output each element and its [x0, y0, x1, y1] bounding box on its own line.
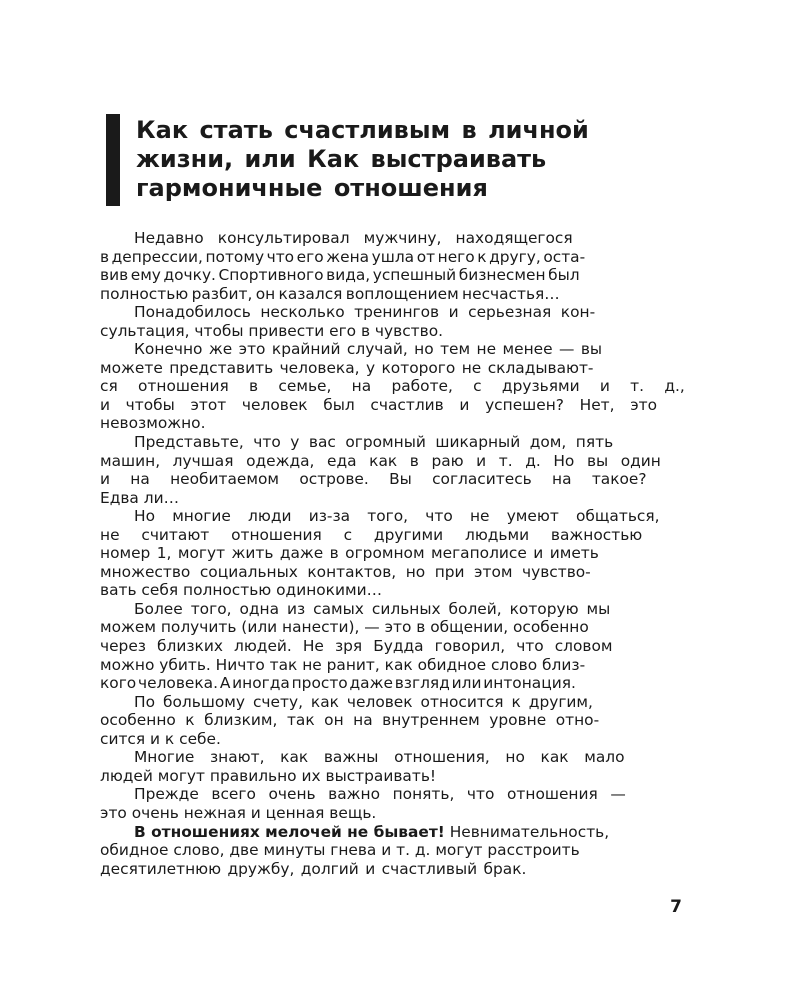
body-line-text: можно убить. Ничто так не ранит, как обидное слово близ- [100, 655, 586, 674]
body-line-text: сультация, чтобы привести его в чувство. [100, 321, 444, 340]
body-line [100, 581, 686, 600]
body-line-text: Представьте, что у вас огромный шикарный дом, пять [134, 433, 614, 452]
body-line-text: можете представить человека, у которого не складывают- [100, 358, 594, 377]
body-line-text: и на необитаемом острове. Вы согласитесь на такое? [100, 470, 647, 489]
body-line-text: сится и к себе. [100, 729, 221, 748]
body-line-text: вив ему дочку. Спортивного вида, успешный бизнесмен был [100, 266, 580, 285]
body-line [100, 396, 686, 415]
body-line-text: множество социальных контактов, но при этом чувство- [100, 562, 591, 581]
body-line [100, 544, 686, 563]
body-line [100, 452, 686, 471]
body-line [100, 637, 686, 656]
body-line-text: Многие знают, как важны отношения, но как мало [134, 748, 625, 767]
emphasis-text: В отношениях мелочей не бывает! [134, 822, 445, 841]
body-line-text: обидное слово, две минуты гнева и т. д. могут расстроить [100, 841, 580, 860]
body-line [100, 266, 686, 285]
body-line [100, 248, 686, 267]
body-line-text: в депрессии, потому что его жена ушла от него к другу, оста- [100, 247, 586, 266]
body-line [100, 470, 686, 489]
body-line [100, 748, 686, 767]
body-line-text: людей могут правильно их выстраивать! [100, 766, 437, 785]
body-line-text: Прежде всего очень важно понять, что отношения — [134, 785, 626, 804]
body-line-text: Понадобилось несколько тренингов и серьезная кон- [134, 303, 596, 322]
body-line-text: Недавно консультировал мужчину, находящегося [134, 229, 573, 247]
body-line-text: и чтобы этот человек был счастлив и успешен? Нет, это [100, 395, 658, 414]
body-line [100, 377, 686, 396]
body-line-text: По большому счету, как человек относится к другим, [134, 692, 593, 711]
body-line-text: можем получить (или нанести), — это в общении, особенно [100, 618, 589, 637]
body-line-text: это очень нежная и ценная вещь. [100, 803, 377, 822]
body-line [100, 526, 686, 545]
body-line-text: вать себя полностью одинокими… [100, 581, 382, 600]
body-line [100, 414, 686, 433]
body-line [100, 785, 686, 804]
body-line [100, 303, 686, 322]
body-line [100, 823, 686, 842]
body-line-text: номер 1, могут жить даже в огромном мегаполисе и иметь [100, 544, 599, 563]
body-line [100, 860, 686, 879]
body-line [100, 841, 686, 860]
body-line [100, 711, 686, 730]
body-line-text: машин, лучшая одежда, еда как в раю и т. д. Но вы один [100, 451, 661, 470]
body-line [100, 359, 686, 378]
body-text [100, 229, 686, 878]
chapter-title-line: жизни, или Как выстраивать [136, 145, 547, 173]
body-line-text: Более того, одна из самых сильных болей, которую мы [134, 599, 611, 618]
body-line [100, 563, 686, 582]
body-line-text: невозможно. [100, 414, 206, 433]
body-line [100, 507, 686, 526]
body-line-text: Но многие люди из-за того, что не умеют общаться, [134, 507, 660, 526]
body-line-text: особенно к близким, так он на внутреннем уровне отно- [100, 711, 600, 730]
body-line [100, 767, 686, 786]
body-line [100, 804, 686, 823]
body-line [100, 693, 686, 712]
body-line [100, 656, 686, 675]
title-accent-bar [106, 114, 120, 206]
body-line-text: полностью разбит, он казался воплощением несчастья… [100, 284, 560, 303]
body-line [100, 489, 686, 508]
body-line [100, 730, 686, 749]
chapter-title-line: гармоничные отношения [136, 174, 488, 202]
body-line-text: Едва ли… [100, 488, 179, 507]
page-number: 7 [670, 897, 682, 917]
chapter-title-line: Как стать счастливым в личной [136, 116, 589, 144]
body-line-text: через близких людей. Не зря Будда говорил, что словом [100, 637, 613, 656]
body-line-text: Невнимательность, [449, 822, 610, 841]
body-line-text: кого человека. А иногда просто даже взгляд или интонация. [100, 674, 576, 693]
body-line [100, 674, 686, 693]
body-line-text: Конечно же это крайний случай, но тем не менее — вы [134, 340, 603, 359]
body-line [100, 285, 686, 304]
body-line [100, 229, 686, 248]
body-line-text: десятилетнюю дружбу, долгий и счастливый брак. [100, 859, 527, 878]
body-line [100, 340, 686, 359]
body-line [100, 618, 686, 637]
chapter-title [136, 116, 696, 203]
body-line [100, 433, 686, 452]
body-line [100, 600, 686, 619]
body-line-text: не считают отношения с другими людьми важностью [100, 525, 643, 544]
body-line [100, 322, 686, 341]
body-line-text: ся отношения в семье, на работе, с друзьями и т. д., [100, 377, 685, 396]
